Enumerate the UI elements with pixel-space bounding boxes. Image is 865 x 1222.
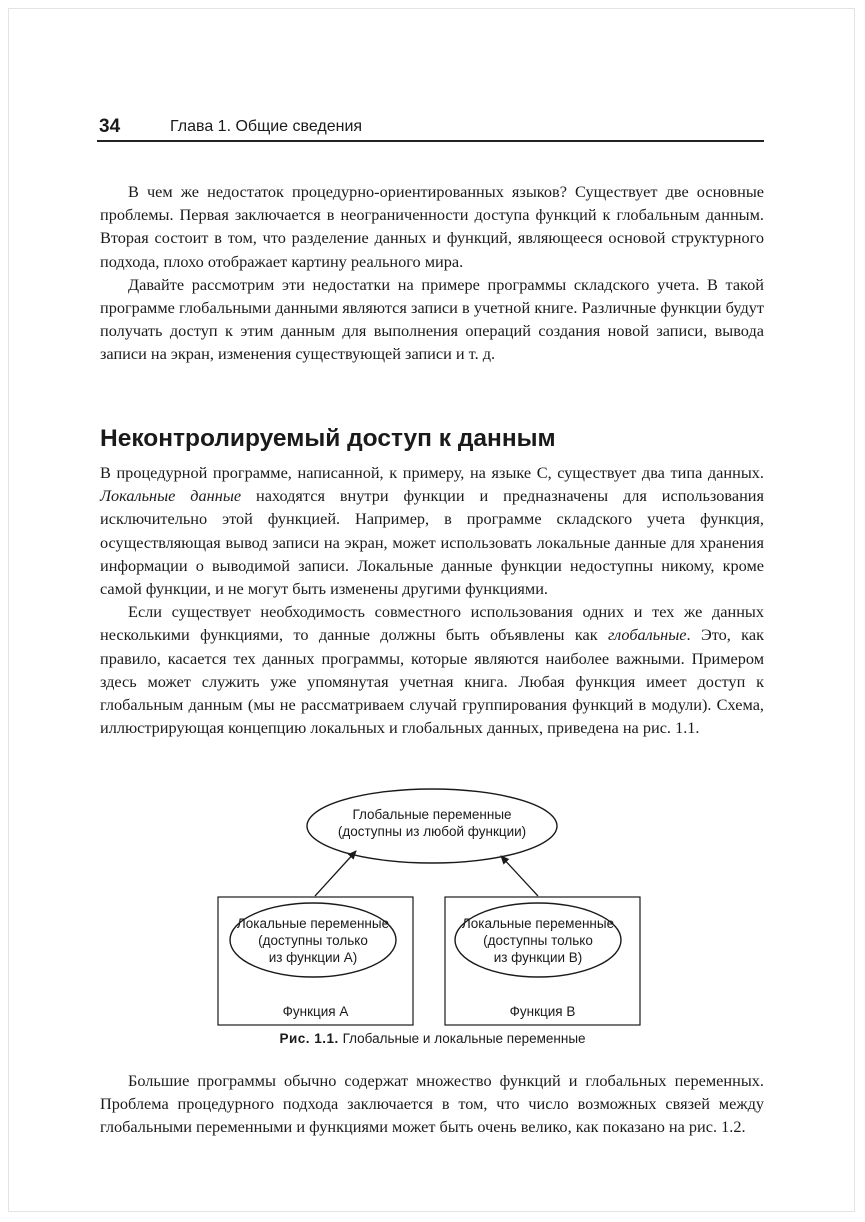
function-b-label: Функция В	[509, 1004, 576, 1019]
intro-paragraph-1: В чем же недостаток процедурно-ориентированных языков? Существует две основные проблемы. Первая заключается в неограниченности доступа функций к глобальным данным. Вторая состоит в том, что разделение данных и функций, являющееся основой структурного подхода, плохо отображает картину реального мира.	[100, 182, 764, 271]
local-variables-a-label: Локальные переменные (доступны только из функции А)	[236, 916, 390, 965]
intro-paragraph-2: Давайте рассмотрим эти недостатки на примере программы складского учета. В такой программе глобальными данными являются записи в учетной книге. Различные функции будут получать доступ к этим данным для выполнения операций создания новой записи, вывода записи на экран, изменения существующей записи и т. д.	[100, 274, 764, 364]
section-heading: Неконтролируемый доступ к данным	[100, 425, 556, 452]
outro-text	[100, 1069, 764, 1139]
function-a-label: Функция А	[282, 1004, 349, 1019]
local-variables-b-label: Локальные переменные (доступны только из функции В)	[461, 916, 615, 965]
section-paragraph-2: Если существует необходимость совместного использования одних и тех же данных несколькими функциями, то данные должны быть объявлены как глобальные. Это, как правило, касается тех данных программы, которые являются наиболее важными. Примером здесь может служить уже упомянутая учетная книга. Любая функция имеет доступ к глобальным данным (мы не рассматриваем случай группирования функций в модули). Схема, иллюстрирующая концепцию локальных и глобальных данных, приведена на рис. 1.1.	[100, 602, 764, 738]
intro-text	[100, 180, 764, 366]
caption-label: Рис. 1.1.	[279, 1031, 339, 1046]
term-local-data: Локальные данные	[100, 486, 242, 506]
global-variables-label: Глобальные переменные (доступны из любой функции)	[337, 807, 527, 839]
running-header	[97, 116, 764, 142]
page-number: 34	[99, 116, 121, 137]
caption-text: Глобальные и локальные переменные	[338, 1031, 586, 1046]
section-paragraph-1: В процедурной программе, написанной, к примеру, на языке С, существует два типа данных. Локальные данные находятся внутри функции и предназначены для использования исключительно этой функцией. Например, в программе складского учета функция, осуществляющая вывод записи на экран, может использовать локальные данные для хранения информации о выводимой записи. Локальные данные функции недоступны никому, кроме самой функции, и не могут быть изменены другими функциями.	[100, 463, 764, 599]
term-global-data: глобальные	[607, 625, 687, 645]
figure-caption	[160, 1031, 705, 1046]
chapter-title: Глава 1. Общие сведения	[170, 118, 363, 135]
outro-paragraph-1: Большие программы обычно содержат множество функций и глобальных переменных. Проблема процедурного подхода заключается в том, что число возможных связей между глобальными переменными и функциями может быть очень велико, как показано на рис. 1.2.	[100, 1071, 764, 1137]
section-text	[100, 461, 764, 739]
